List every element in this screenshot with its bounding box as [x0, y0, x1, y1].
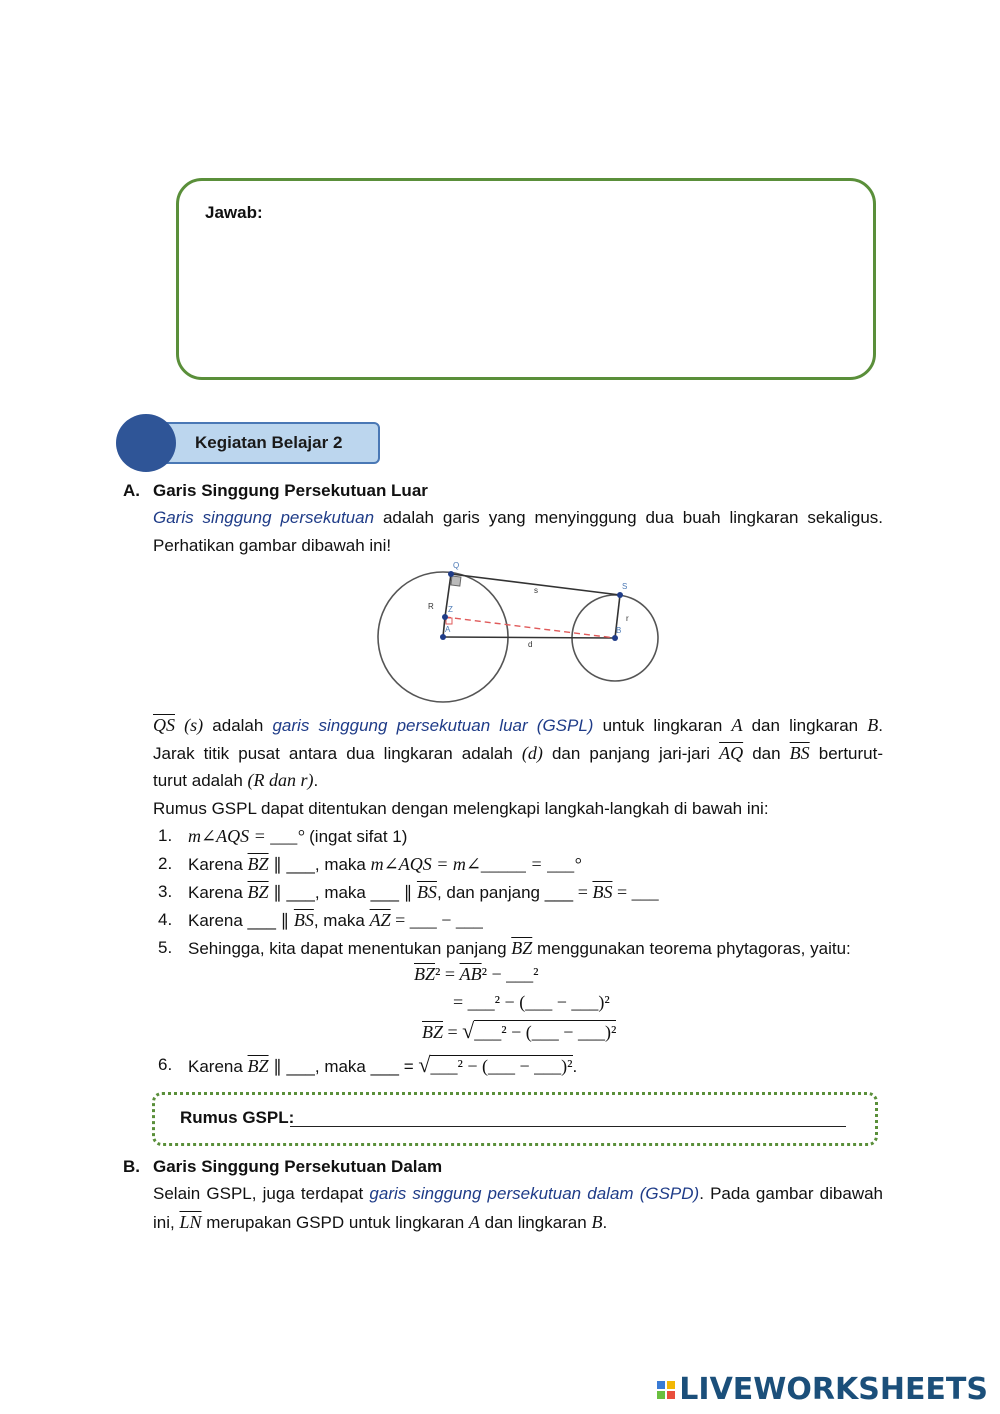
step-5-bz: $\overline{BZ}$: [511, 938, 533, 958]
step-3-text3: , dan panjang ___: [436, 883, 578, 902]
section-b-title: Garis Singgung Persekutuan Dalam: [153, 1157, 443, 1176]
step-6-text2: ∥ ___, maka ___ =: [268, 1057, 419, 1076]
step-4-math: = ___ − ___: [390, 910, 483, 930]
step-1-text: (ingat sifat 1): [304, 827, 408, 846]
point-q: [448, 571, 454, 577]
right-angle-q: [451, 576, 461, 586]
step-2-bz: $\overline{BZ}$: [247, 854, 269, 874]
intro-term: Garis singgung persekutuan: [153, 508, 375, 527]
answer-box[interactable]: [176, 178, 876, 380]
b-line2-text2: merupakan GSPD untuk lingkaran: [201, 1213, 469, 1232]
step-3-bs2: $\overline{BS}$: [592, 882, 613, 902]
step-3-bs: $\overline{BS}$: [416, 882, 437, 902]
step-4-number: 4.: [158, 910, 173, 929]
section-b-line1: [153, 1181, 883, 1207]
step-6-text: Karena: [188, 1057, 248, 1076]
label-z: Z: [448, 605, 453, 614]
label-d: d: [528, 640, 533, 649]
step-6-bz: $\overline{BZ}$: [247, 1056, 269, 1076]
eq3-bz: $\overline{BZ}$: [422, 1022, 444, 1042]
point-s: [617, 592, 623, 598]
desc2-text2: dan panjang jari-jari: [542, 744, 720, 763]
step-6-period: .: [572, 1057, 578, 1076]
step-5: [188, 935, 851, 962]
step-1-number: 1.: [158, 826, 173, 845]
label-s: S: [622, 582, 628, 591]
desc2-text: Jarak titik pusat antara dua lingkaran adalah: [153, 744, 522, 763]
step-3-number: 3.: [158, 882, 173, 901]
step-4-az: $\overline{AZ}$: [369, 910, 391, 930]
step-6-number: 6.: [158, 1055, 173, 1074]
segment-ab: [443, 637, 615, 638]
step-3-text2: ∥ ___, maka ___ ∥: [268, 883, 417, 902]
equation-3: [422, 1018, 616, 1046]
desc-line1: [153, 712, 883, 739]
sqrt-symbol: √: [462, 1018, 475, 1043]
sqrt-symbol-2: √: [418, 1052, 431, 1077]
desc1-period: .: [878, 716, 883, 735]
eq1-ab: $\overline{AB}$: [459, 964, 482, 984]
step-5-text: Sehingga, kita dapat menentukan panjang: [188, 939, 512, 958]
label-b: B: [616, 626, 622, 635]
step-2-text2: ∥ ___, maka: [268, 855, 371, 874]
logo-icon: [657, 1381, 675, 1399]
section-b-letter: B.: [123, 1157, 140, 1176]
var-r-and-r: (R dan r): [247, 770, 314, 790]
eq1-bz: $\overline{BZ}$: [414, 964, 436, 984]
section-b-line2: [153, 1209, 607, 1236]
logo-text: LIVEWORKSHEETS: [679, 1372, 988, 1407]
step-4: [188, 907, 483, 934]
step-4-bs: $\overline{BS}$: [293, 910, 314, 930]
desc-line4: Rumus GSPL dapat ditentukan dengan melengkapi langkah-langkah di bawah ini:: [153, 799, 769, 818]
desc1-text: adalah: [203, 716, 273, 735]
eq3-radicand: ___² − (___ − ___)²: [474, 1022, 617, 1042]
var-a: A: [731, 715, 743, 735]
desc1-text3: dan lingkaran: [742, 716, 868, 735]
intro-rest: adalah garis yang menyinggung dua buah lingkaran sekaligus.: [374, 508, 883, 527]
desc-line2: [153, 740, 883, 767]
eq1-eq: ² =: [435, 964, 460, 984]
equation-2: = ___² − (___ − ___)²: [453, 992, 610, 1012]
var-s: (s): [184, 715, 204, 735]
step-5-number: 5.: [158, 938, 173, 957]
section-a-title: Garis Singgung Persekutuan Luar: [153, 481, 428, 500]
section-a-intro: [153, 505, 883, 531]
label-q: Q: [453, 561, 460, 570]
point-a: [440, 634, 446, 640]
desc-line3: [153, 767, 318, 794]
point-z: [442, 614, 448, 620]
b-line2-period: .: [602, 1213, 608, 1232]
step-4-text2: , maka: [313, 911, 370, 930]
intro-line2: Perhatikan gambar dibawah ini!: [153, 536, 392, 555]
b-line2-text3: dan lingkaran: [479, 1213, 592, 1232]
step-6: [188, 1052, 577, 1080]
liveworksheets-logo: [657, 1372, 988, 1407]
segment-bs: $\overline{BS}$: [789, 743, 810, 763]
step-3-text: Karena: [188, 883, 248, 902]
step-2: [188, 851, 581, 878]
gspl-figure: [370, 558, 670, 708]
step-3: [188, 879, 659, 906]
b-var-b: B: [591, 1212, 603, 1232]
b-var-a: A: [468, 1212, 480, 1232]
desc1-text2: untuk lingkaran: [593, 716, 732, 735]
b-line2-text: ini,: [153, 1213, 180, 1232]
answer-label: Jawab:: [205, 203, 263, 222]
step-6-radicand: ___² − (___ − ___)²: [430, 1056, 573, 1076]
label-a: A: [445, 625, 451, 634]
gspd-term: garis singgung persekutuan dalam (GSPD): [369, 1184, 700, 1203]
step-1: [188, 823, 407, 850]
step-3-eq: =: [577, 882, 593, 902]
activity-title: Kegiatan Belajar 2: [195, 433, 343, 452]
label-r-small: r: [626, 614, 629, 623]
gspl-term: garis singgung persekutuan luar (GSPL): [272, 716, 594, 735]
desc2-text4: berturut-: [809, 744, 884, 763]
segment-bz: [445, 617, 615, 638]
eq1-tail: ² − ___²: [481, 964, 539, 984]
b-line1-text: Selain GSPL, juga terdapat: [153, 1184, 370, 1203]
section-a-letter: A.: [123, 481, 140, 500]
step-2-text: Karena: [188, 855, 248, 874]
var-d: (d): [521, 743, 543, 763]
step-2-number: 2.: [158, 854, 173, 873]
desc3-text: turut adalah: [153, 771, 248, 790]
segment-ln: $\overline{LN}$: [179, 1212, 202, 1232]
desc3-period: .: [313, 771, 319, 790]
point-b: [612, 635, 618, 641]
step-2-math: m∠AQS = m∠_____ = ___°: [370, 854, 582, 874]
desc2-text3: dan: [743, 744, 790, 763]
label-s-lower: s: [534, 586, 538, 595]
equation-1: [414, 961, 539, 988]
segment-qs: $\overline{QS}$: [153, 715, 175, 735]
activity-badge-circle: [116, 414, 176, 472]
label-r-big: R: [428, 602, 434, 611]
step-1-math: m∠AQS = ___°: [188, 826, 305, 846]
rumus-label: Rumus GSPL:: [180, 1108, 295, 1127]
step-5-text2: menggunakan teorema phytagoras, yaitu:: [532, 939, 851, 958]
step-4-text: Karena ___ ∥: [188, 911, 294, 930]
rumus-answer-line[interactable]: [290, 1126, 846, 1127]
b-line1-text2: . Pada gambar dibawah: [699, 1184, 884, 1203]
var-b: B: [867, 715, 879, 735]
segment-aq: $\overline{AQ}$: [719, 743, 744, 763]
eq3-eq: =: [443, 1022, 463, 1042]
step-3-bz: $\overline{BZ}$: [247, 882, 269, 902]
step-3-eq2: = ___: [612, 882, 659, 902]
